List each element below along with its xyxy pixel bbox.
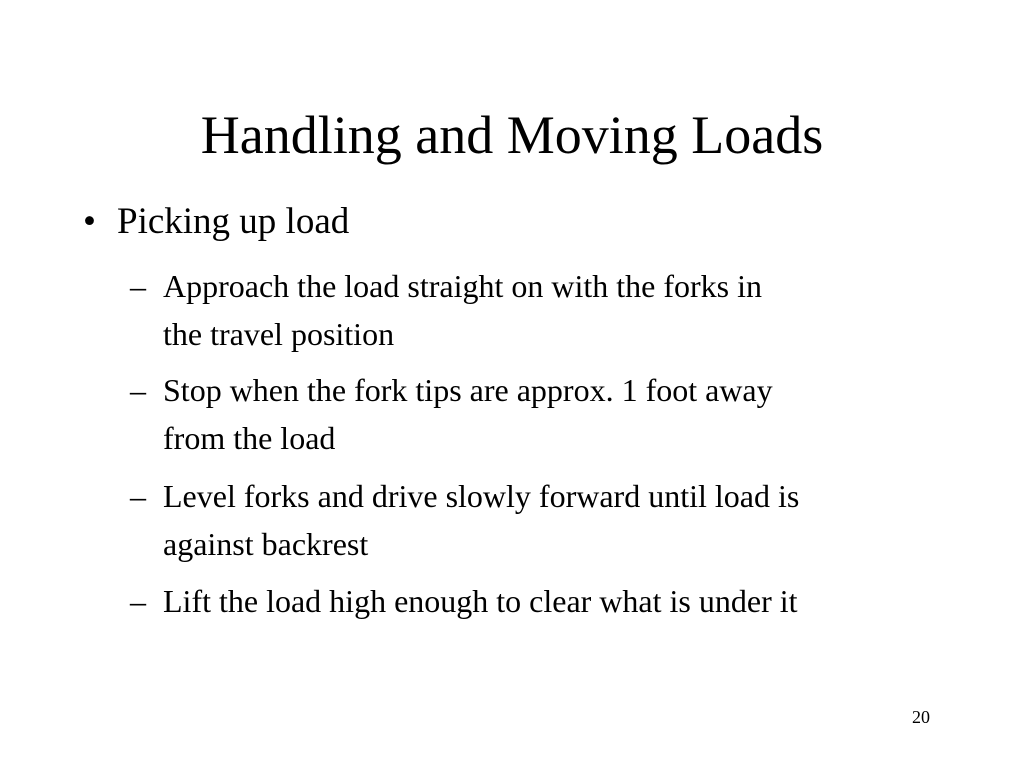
sub-item [130, 472, 799, 568]
dash-marker: – [130, 478, 146, 514]
bullet-item [83, 200, 349, 244]
sub-item-line: Lift the load high enough to clear what is under it [163, 583, 798, 619]
sub-item [130, 262, 762, 358]
dash-marker: – [130, 583, 146, 619]
sub-item-line: Level forks and drive slowly forward until load is [163, 478, 800, 514]
slide-title: Handling and Moving Loads [200, 105, 824, 165]
page-number: 20 [912, 707, 930, 727]
dash-marker: – [130, 268, 146, 304]
sub-item-line: from the load [163, 420, 336, 456]
sub-item [130, 577, 798, 625]
sub-item-line: against backrest [163, 526, 369, 562]
sub-item-line: Approach the load straight on with the forks in [163, 268, 762, 304]
sub-item-line: Stop when the fork tips are approx. 1 foot away [163, 372, 773, 408]
dash-marker: – [130, 372, 146, 408]
bullet-text: Picking up load [117, 201, 350, 242]
sub-item-line: the travel position [163, 316, 395, 352]
bullet-marker: • [83, 201, 96, 242]
sub-item [130, 366, 773, 462]
